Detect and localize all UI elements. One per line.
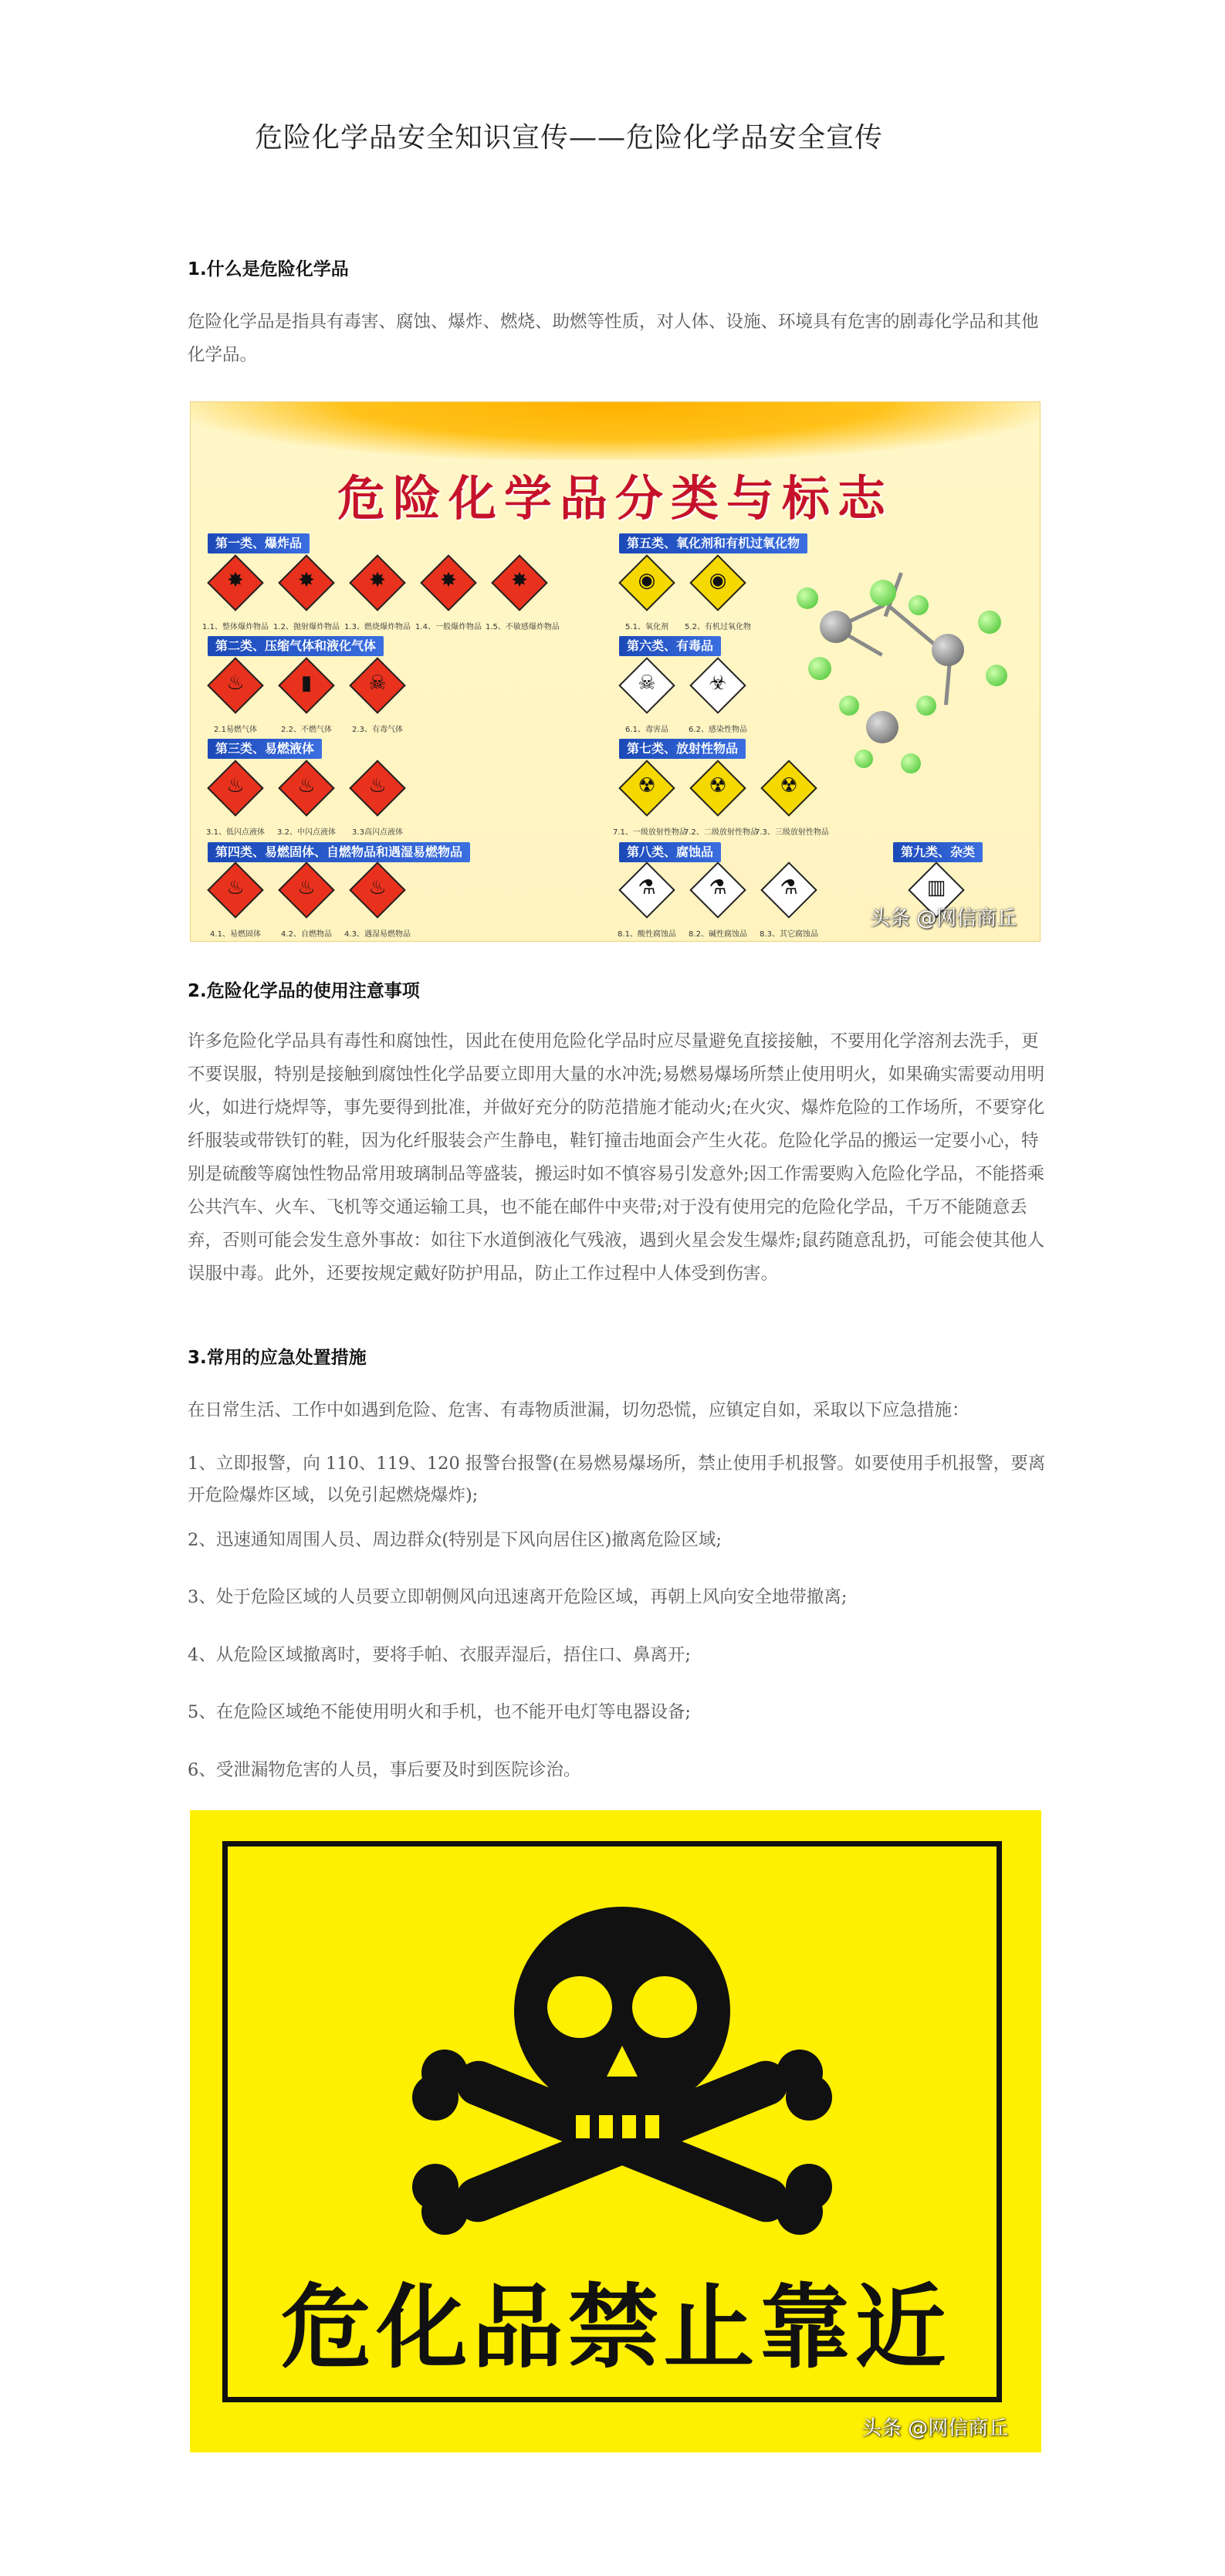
section1-paragraph: 危险化学品是指具有毒害、腐蚀、爆炸、燃烧、助燃等性质，对人体、设施、环境具有危害的剧毒化学品和其他化学品。: [188, 312, 1039, 365]
hazard-caption: 3.1、低闪点液体: [206, 828, 265, 837]
category-4-signs: [208, 864, 411, 942]
category-7-label: 第七类、放射性物品: [619, 739, 746, 759]
hazard-caption: 1.4、一般爆炸物品: [415, 623, 482, 631]
hazard-symbol-icon: ▥: [926, 876, 946, 899]
hazard-symbol-icon: ♨: [226, 672, 245, 695]
hazard-sign: [613, 762, 687, 841]
category-2-label: 第二类、压缩气体和液化气体: [208, 636, 384, 656]
list-item: 5、在危险区域绝不能使用明火和手机，也不能开电灯等电器设备;: [188, 1702, 691, 1722]
hazard-caption: 7.1、一级放射性物品: [613, 828, 687, 837]
hazard-caption: 3.2、中闪点液体: [277, 828, 336, 837]
hazard-caption: 3.3高闪点液体: [352, 828, 403, 837]
hazard-symbol-icon: ◉: [638, 569, 656, 592]
sign-watermark: 头条 @网信商丘: [861, 2417, 1009, 2440]
hazard-sign: [415, 557, 482, 635]
section2-heading: 2.危险化学品的使用注意事项: [188, 981, 420, 1001]
hazard-caption: 4.1、易燃固体: [210, 930, 261, 939]
hazard-caption: 4.3、遇湿易燃物品: [344, 930, 411, 939]
hazard-caption: 1.1、整体爆炸物品: [202, 623, 269, 631]
category-3-signs: [208, 762, 404, 841]
hazard-sign: [618, 864, 676, 942]
hazard-sign: [755, 762, 829, 841]
hazard-caption: 7.2、二级放射性物品: [684, 828, 758, 837]
category-1-label: 第一类、爆炸品: [208, 533, 310, 553]
category-5-signs: [619, 557, 751, 635]
hazard-symbol-icon: ☢: [780, 774, 798, 797]
hazard-sign: [760, 864, 818, 942]
hazard-sign: [206, 762, 265, 841]
hazard-symbol-icon: ♨: [226, 876, 245, 899]
category-4-label: 第四类、易燃固体、自燃物品和遇湿易燃物品: [208, 842, 470, 862]
danger-sign-image: [190, 1810, 1041, 2452]
hazard-caption: 8.3、其它腐蚀品: [760, 930, 818, 939]
hazard-caption: 5.2、有机过氧化物: [685, 623, 751, 631]
hazard-symbol-icon: ✸: [369, 569, 386, 592]
hazard-symbol-icon: ⚗: [709, 876, 727, 899]
hazard-caption: 6.1、毒害品: [625, 726, 668, 734]
hazard-sign: [619, 557, 673, 635]
hazard-caption: 4.2、自燃物品: [281, 930, 332, 939]
hazard-symbol-icon: ♨: [368, 774, 387, 797]
hazard-sign: [684, 762, 758, 841]
hazard-sign: [208, 659, 262, 738]
hazard-caption: 5.1、氧化剂: [625, 623, 668, 631]
section2-paragraph: 许多危险化学品具有毒性和腐蚀性，因此在使用危险化学品时应尽量避免直接接触，不要用化学溶剂去洗手，更不要误服，特别是接触到腐蚀性化学品要立即用大量的水冲洗;易燃易爆场所禁止使用明火，如果确实需要动用明火，如进行烧焊等，事先要得到批准，并做好充分的防范措施才能动火;在火灾、爆炸危险的工作场所，不要穿化纤服装或带铁钉的鞋，因为化纤服装会产生静电，鞋钉撞击地面会产生火花。危险化学品的搬运一定要小心，特别是硫酸等腐蚀性物品常用玻璃制品等盛装，搬运时如不慎容易引发意外;因工作需要购入危险化学品，不能搭乘公共汽车、火车、飞机等交通运输工具，也不能在邮件中夹带;对于没有使用完的危险化学品，千万不能随意丢弃，否则可能会发生意外事故：如往下水道倒液化气残液，遇到火星会发生爆炸;鼠药随意乱扔，可能会使其他人误服中毒。此外，还要按规定戴好防护用品，防止工作过程中人体受到伤害。: [188, 1031, 1045, 1284]
category-5-label: 第五类、氧化剂和有机过氧化物: [619, 533, 807, 553]
hazard-sign: [279, 659, 333, 738]
category-8-label: 第八类、腐蚀品: [619, 842, 721, 862]
hazard-caption: 2.3、有毒气体: [352, 726, 403, 734]
poster-title: 危险化学品分类与标志: [337, 470, 893, 526]
poster-watermark: 头条 @网信商丘: [870, 907, 1017, 930]
category-9-label: 第九类、杂类: [893, 842, 983, 862]
hazard-caption: 8.2、碱性腐蚀品: [689, 930, 747, 939]
hazard-symbol-icon: ♨: [226, 774, 245, 797]
list-item: 2、迅速通知周围人员、周边群众(特别是下风向居住区)撤离危险区域;: [188, 1530, 722, 1550]
hazard-symbol-icon: ◉: [709, 569, 727, 592]
hazard-classification-poster: [190, 401, 1041, 942]
category-2-signs: [208, 659, 404, 738]
hazard-sign: [344, 864, 411, 942]
hazard-sign: [350, 762, 404, 841]
list-item: 3、处于危险区域的人员要立即朝侧风向迅速离开危险区域，再朝上风向安全地带撤离;: [188, 1587, 848, 1607]
hazard-sign: [344, 557, 411, 635]
hazard-sign: [279, 864, 333, 942]
hazard-sign: [277, 762, 336, 841]
list-item: 6、受泄漏物危害的人员，事后要及时到医院诊治。: [188, 1760, 581, 1780]
hazard-sign: [202, 557, 269, 635]
hazard-symbol-icon: ⚗: [780, 876, 798, 899]
section3-intro: 在日常生活、工作中如遇到危险、危害、有毒物质泄漏，切勿恐慌，应镇定自如，采取以下应急措施：: [188, 1400, 970, 1420]
hazard-symbol-icon: ♨: [297, 876, 316, 899]
hazard-symbol-icon: ♨: [368, 876, 387, 899]
hazard-symbol-icon: ☠: [638, 672, 656, 695]
hazard-caption: 2.1易燃气体: [214, 726, 257, 734]
section3-heading: 3.常用的应急处置措施: [188, 1348, 367, 1368]
page-title: 危险化学品安全知识宣传——危险化学品安全宣传: [255, 122, 884, 154]
category-1-signs: [202, 557, 560, 635]
category-6-signs: [619, 659, 747, 738]
hazard-symbol-icon: ✸: [511, 569, 528, 592]
hazard-symbol-icon: ☢: [638, 774, 656, 797]
hazard-symbol-icon: ✸: [227, 569, 244, 592]
category-8-signs: [618, 864, 818, 942]
hazard-sign: [689, 659, 747, 738]
hazard-symbol-icon: ✸: [440, 569, 457, 592]
hazard-caption: 8.1、酸性腐蚀品: [618, 930, 676, 939]
hazard-sign: [685, 557, 751, 635]
hazard-caption: 7.3、三级放射性物品: [755, 828, 829, 837]
list-item: 1、立即报警，向 110、119、120 报警台报警(在易燃易爆场所，禁止使用手机报警。如要使用手机报警，要离开危险爆炸区域，以免引起燃烧爆炸);: [188, 1454, 1046, 1505]
hazard-caption: 6.2、感染性物品: [689, 726, 747, 734]
hazard-symbol-icon: ☠: [368, 672, 387, 695]
hazard-sign: [619, 659, 673, 738]
hazard-symbol-icon: ▮: [300, 672, 313, 695]
hazard-symbol-icon: ⚗: [638, 876, 656, 899]
hazard-symbol-icon: ✸: [298, 569, 315, 592]
hazard-sign: [350, 659, 404, 738]
hazard-sign: [689, 864, 747, 942]
hazard-sign: [486, 557, 560, 635]
hazard-caption: 1.3、燃烧爆炸物品: [344, 623, 411, 631]
category-7-signs: [613, 762, 829, 841]
section1-heading: 1.什么是危险化学品: [188, 259, 349, 279]
hazard-sign: [273, 557, 340, 635]
hazard-caption: 1.2、抛射爆炸物品: [273, 623, 340, 631]
hazard-caption: 1.5、不敏感爆炸物品: [486, 623, 560, 631]
list-item: 4、从危险区域撤离时，要将手帕、衣服弄湿后，捂住口、鼻离开;: [188, 1645, 691, 1665]
hazard-caption: 2.2、不燃气体: [281, 726, 332, 734]
hazard-sign: [208, 864, 262, 942]
poster-banner-background: [191, 402, 1040, 460]
hazard-symbol-icon: ♨: [297, 774, 316, 797]
hazard-symbol-icon: ☢: [709, 774, 727, 797]
hazard-symbol-icon: ☣: [709, 672, 727, 695]
category-6-label: 第六类、有毒品: [619, 636, 721, 656]
category-3-label: 第三类、易燃液体: [208, 739, 322, 759]
sign-text: 危化品禁止靠近: [280, 2274, 951, 2381]
